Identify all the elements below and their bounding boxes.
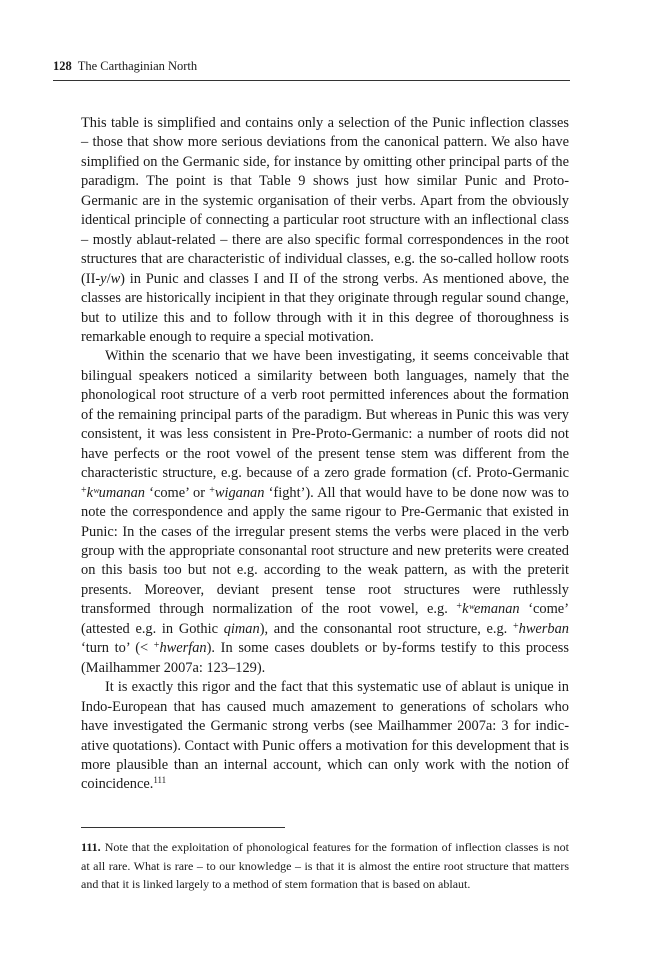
paragraph-2-text-e: ), and the consonantal root structure, e.g. <box>259 620 513 637</box>
word-kwemanan: kʷemanan <box>462 601 520 618</box>
paragraph-1 <box>81 114 569 347</box>
word-kwumanan: kʷumanan <box>86 484 145 501</box>
italic-y: y <box>100 270 107 287</box>
reconstruction-mark: + <box>153 640 160 652</box>
paragraph-2-text-a: Within the scenario that we have been investigating, it seems conceivable that bilingual speakers noticed a similarity between both languages, namely that the phonological root structure of a verb root permitted inferences about the formation of the remaining principal parts of the paradigm. But whereas in Punic this was very consistent, it was less consistent in Pre-Proto-Germanic: a number of roots did not have perfects or the root vowel of the present tense stem was different from the characteristic structure, e.g. because of a zero grade formation (cf. Proto-Germanic <box>81 348 569 482</box>
word-qiman: qiman <box>223 620 260 637</box>
slash: / <box>106 270 111 287</box>
reconstruction-mark: + <box>81 484 87 496</box>
footnote-reference[interactable]: 111 <box>153 775 167 786</box>
running-header <box>53 58 570 74</box>
paragraph-2-text-f: ‘turn to’ (< <box>81 640 154 657</box>
paragraph-2 <box>81 347 569 678</box>
paragraph-1-end: ) in Punic and classes I and II of the strong verbs. As mentioned above, the classes are historically incipient in that they originate through regular sound change, but to utilize this and to follow through with it in this degree of thoroughness is remarkable enough to require a special motivation. <box>81 270 569 345</box>
paragraph-3-text: It is exactly this rigor and the fact that this systematic use of ablaut is unique in Indo-European that has caused much amazement to generations of scholars who have investigated the Germanic strong verbs (see Mailhammer 2007a: 3 for indicative quotations). Contact with Punic offers a motivation for this development that is more plausible than an internal account, which can only work with the notion of coincidence. <box>81 679 569 793</box>
footnote-text: Note that the exploitation of phonological features for the formation of inflection classes is not at all rare. What is rare – to our knowledge – is that it is almost the entire root structure that matters and that it is linked largely to a method of stem formation that is based on ablaut. <box>81 840 569 891</box>
word-hwerban: hwerban <box>518 620 569 637</box>
reconstruction-mark: + <box>512 620 519 632</box>
footnote-number: 111. <box>81 840 101 854</box>
word-hwerfan: hwerfan <box>159 640 207 657</box>
paragraph-2-text-d: ‘come’ (attested e.g. in Gothic <box>81 601 569 637</box>
paragraph-3 <box>81 678 569 795</box>
word-wiganan: wiganan <box>214 484 265 501</box>
paragraph-2-text-g: ). In some cases doublets or by-forms testify to this process (Mailhammer 2007a: 123–129). <box>81 640 569 676</box>
italic-w: w <box>110 270 121 287</box>
paragraph-1-text: This table is simplified and contains only a selection of the Punic inflection classes – those that show more serious deviations from the canonical pattern. We also have simplified on the Germanic side, for instance by omitting other principal parts of the paradigm. The point is that Table 9 shows just how similar Punic and Proto-Germanic are in the systemic organisation of their verbs. Apart from the obviously identical principle of connecting a particular root structure with an inflectional class – mostly ablaut-related – there are also specific formal correspondences in the root structures that are characteristic of individual classes, e.g. the so-called hollow roots (II- <box>81 115 569 287</box>
paragraph-2-text-c: ‘fight’). All that would have to be done now was to note the correspondence and apply the same rigour to Pre-Germanic that existed in Punic: In the cases of the irregular present stems the verbs were placed in the verb group with the appropriate consonantal root structure and new preterits were created on this basis too but not e.g. according to the weak pattern, as with the preterit presents. Moreover, deviant present tense root structures were ruthlessly transformed through normalization of the root vowel, e.g. <box>81 484 569 618</box>
header-rule <box>53 80 570 81</box>
footnote-rule <box>81 827 285 828</box>
reconstruction-mark: + <box>456 601 463 613</box>
footnote <box>81 838 569 894</box>
running-title: The Carthaginian North <box>77 59 198 73</box>
reconstruction-mark: + <box>209 484 215 496</box>
main-text <box>81 114 569 795</box>
page-number: 128 <box>53 59 72 73</box>
paragraph-2-text-b: ‘come’ or <box>145 484 210 501</box>
